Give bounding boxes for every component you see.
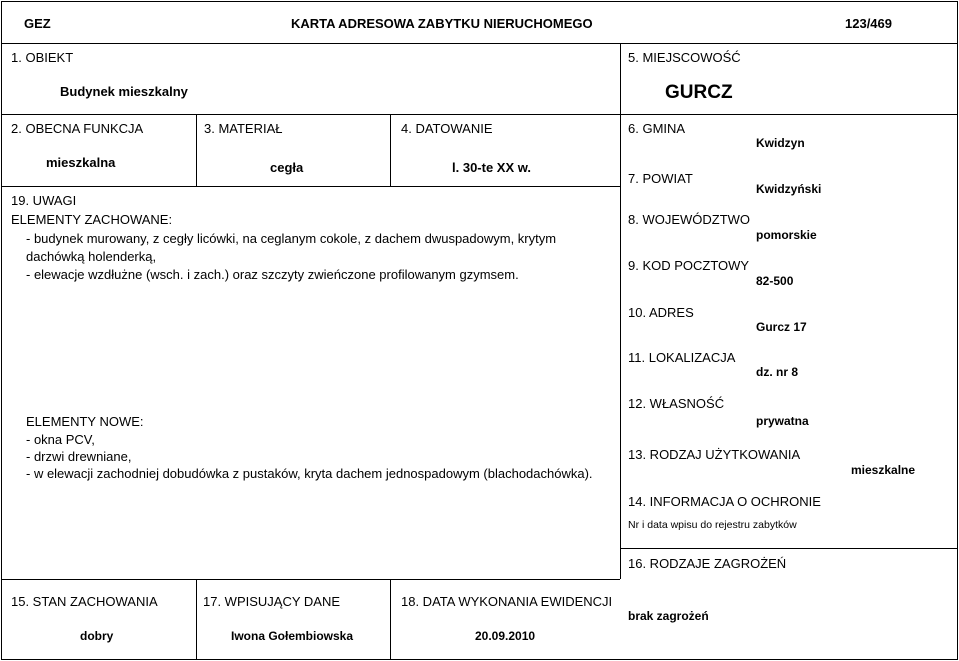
card-title: KARTA ADRESOWA ZABYTKU NIERUCHOMEGO [291,16,593,31]
uwagi-new-line-3: - w elewacji zachodniej dobudówka z pustaków, kryta dachem jednospadowym (blachodachówka). [26,466,593,481]
fields-divider [1,186,620,187]
border-top [1,1,958,2]
lokalizacja-label: 11. LOKALIZACJA [628,350,736,365]
uwagi-old-line-2: dachówką holenderką, [26,249,157,264]
wojewodztwo-label: 8. WOJEWÓDZTWO [628,212,751,227]
obiekt-divider [1,114,958,115]
obiekt-label: 1. OBIEKT [11,50,74,65]
kod-value: 82-500 [756,274,794,288]
uwagi-new-line-2: - drzwi drewniane, [26,449,132,464]
zagrozenia-divider [620,548,958,549]
datowanie-value: l. 30-te XX w. [452,160,531,175]
uzytkowanie-label: 13. RODZAJ UŻYTKOWANIA [628,447,801,462]
bottom-fields-divider [1,579,620,580]
material-label: 3. MATERIAŁ [204,121,283,136]
wlasnosc-label: 12. WŁASNOŚĆ [628,396,725,411]
wlasnosc-value: prywatna [756,414,809,428]
material-value: cegła [270,160,304,175]
ochrona-label: 14. INFORMACJA O OCHRONIE [628,494,821,509]
uwagi-old-heading: ELEMENTY ZACHOWANE: [11,212,173,227]
adres-label: 10. ADRES [628,305,694,320]
header-gez: GEZ [24,16,51,31]
material-divider [390,114,391,186]
zagrozenia-label: 16. RODZAJE ZAGROŻEŃ [628,556,787,571]
zagrozenia-value: brak zagrożeń [628,609,709,623]
stan-divider [196,579,197,660]
wojewodztwo-value: pomorskie [756,228,817,242]
uwagi-new-heading: ELEMENTY NOWE: [26,414,144,429]
stan-label: 15. STAN ZACHOWANIA [11,594,158,609]
adres-value: Gurcz 17 [756,320,807,334]
border-bottom [1,659,958,660]
wpisujacy-divider [390,579,391,660]
miejscowosc-label: 5. MIEJSCOWOŚĆ [628,50,741,65]
uwagi-new-line-1: - okna PCV, [26,432,95,447]
header-divider [1,43,958,44]
border-right [957,1,958,660]
funkcja-divider [196,114,197,186]
main-column-divider [620,43,621,579]
datowanie-label: 4. DATOWANIE [401,121,493,136]
ochrona-value: Nr i data wpisu do rejestru zabytków [628,519,797,531]
obiekt-value: Budynek mieszkalny [60,84,188,99]
data-ewidencji-label: 18. DATA WYKONANIA EWIDENCJI [401,594,613,609]
funkcja-label: 2. OBECNA FUNKCJA [11,121,144,136]
stan-value: dobry [80,629,114,643]
funkcja-value: mieszkalna [46,155,116,170]
powiat-label: 7. POWIAT [628,171,693,186]
wpisujacy-value: Iwona Gołembiowska [231,629,354,643]
uwagi-old-line-3: - elewacje wzdłużne (wsch. i zach.) oraz szczyty zwieńczone profilowanym gzymsem. [26,267,519,282]
uzytkowanie-value: mieszkalne [851,463,916,477]
powiat-value: Kwidzyński [756,182,822,196]
miejscowosc-value: GURCZ [665,82,733,103]
uwagi-old-line-1: - budynek murowany, z cegły licówki, na ceglanym cokole, z dachem dwuspadowym, krytym [26,231,557,246]
data-ewidencji-value: 20.09.2010 [475,629,536,643]
lokalizacja-value: dz. nr 8 [756,365,799,379]
border-left [1,1,2,660]
uwagi-label: 19. UWAGI [11,193,77,208]
gmina-label: 6. GMINA [628,121,686,136]
card-number: 123/469 [845,16,892,31]
gmina-value: Kwidzyn [756,136,805,150]
kod-label: 9. KOD POCZTOWY [628,258,750,273]
wpisujacy-label: 17. WPISUJĄCY DANE [203,594,341,609]
